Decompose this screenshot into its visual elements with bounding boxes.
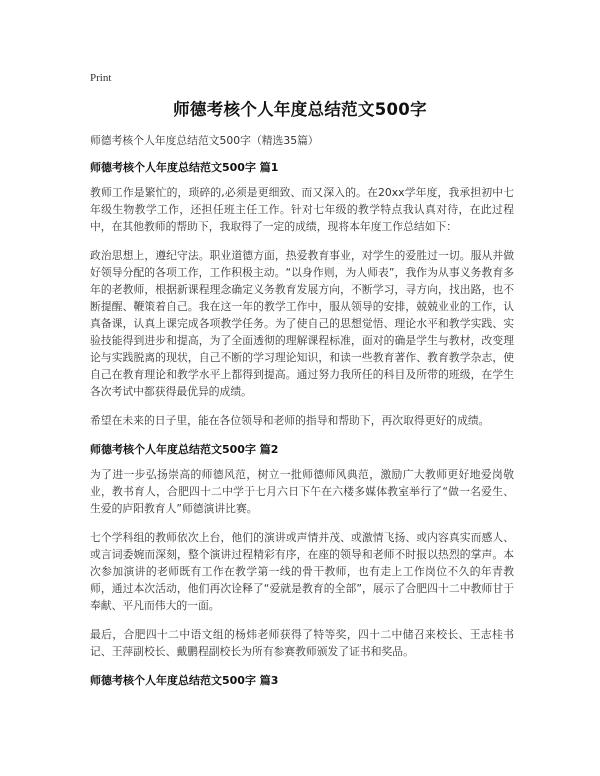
paragraph: 为了进一步弘扬崇高的师德风范，树立一批师德师风典范，激励广大教师更好地爱岗敬业，教书育人，合肥四十二中学于七月六日下午在六楼多媒体教室举行了“做一名爱生、生爱的庐阳教育人”师德演讲比赛。 <box>90 468 514 515</box>
paragraph: 希望在未来的日子里，能在各位领导和老师的指导和帮助下，再次取得更好的成绩。 <box>90 414 490 427</box>
paragraph: 最后，合肥四十二中语文组的杨炜老师获得了特等奖，四十二中储召来校长、王志桂书记、王萍副校长、戴鹏程副校长为所有参赛教师颁发了证书和奖品。 <box>90 628 514 658</box>
section-heading-2: 师德考核个人年度总结范文500字 篇2 <box>90 443 279 456</box>
paragraph: 政治思想上，遵纪守法。职业道德方面，热爱教育事业，对学生的爱胜过一切。服从并做好领导分配的各项工作，工作积极主动。“以身作则，为人师表”，我作为从事义务教育多年的老教师，根据新课程理念确定义务教育发展方向，不断学习，寻方向，找出路，也不断提醒、鞭策着自己。我在这一年的教学工作中，服从领导的安排，兢兢业业的工作，认真备课，认真上课完成各项教学任务。为了使自己的思想觉悟、理论水平和教学实践、实验技能得到进步和提高，为了全面透彻的理解课程标准，面对的确是学生与教材，改变理论与实践脱离的现状，自己不断的学习理论知识，和读一些教育著作、教育教学杂志，使自己在教育理论和教学水平上都得到提高。通过努力我所任的科目及所带的班级，在学生各次考试中都获得最优异的成绩。 <box>90 249 514 398</box>
document-subtitle: 师德考核个人年度总结范文500字（精选35篇） <box>90 134 319 147</box>
paragraph: 教师工作是繁忙的，琐碎的,必须是更细致、而又深入的。在20xx学年度，我承担初中七年级生物教学工作，还担任班主任工作。针对七年级的教学特点我认真对待，在此过程中，在其他教师的帮助下，我取得了一定的成绩，现将本年度工作总结如下： <box>90 186 514 233</box>
section-heading-1: 师德考核个人年度总结范文500字 篇1 <box>90 161 279 174</box>
document-body <box>90 132 514 697</box>
page-title: 师德考核个人年度总结范文500字 <box>173 100 427 119</box>
section-heading-3: 师德考核个人年度总结范文500字 篇3 <box>90 674 279 687</box>
paragraph: 七个学科组的教师依次上台，他们的演讲或声情并茂、或激情飞扬、或内容真实而感人、或言词委婉而深刻，整个演讲过程精彩有序，在座的领导和老师不时报以热烈的掌声。本次参加演讲的老师既有工作在教学第一线的骨干教师，也有走上工作岗位不久的年青教师，通过本次活动，他们再次诠释了“爱就是教育的全部”，展示了合肥四十二中教师甘于奉献、平凡而伟大的一面。 <box>90 531 514 612</box>
print-link[interactable]: Print <box>90 72 112 84</box>
